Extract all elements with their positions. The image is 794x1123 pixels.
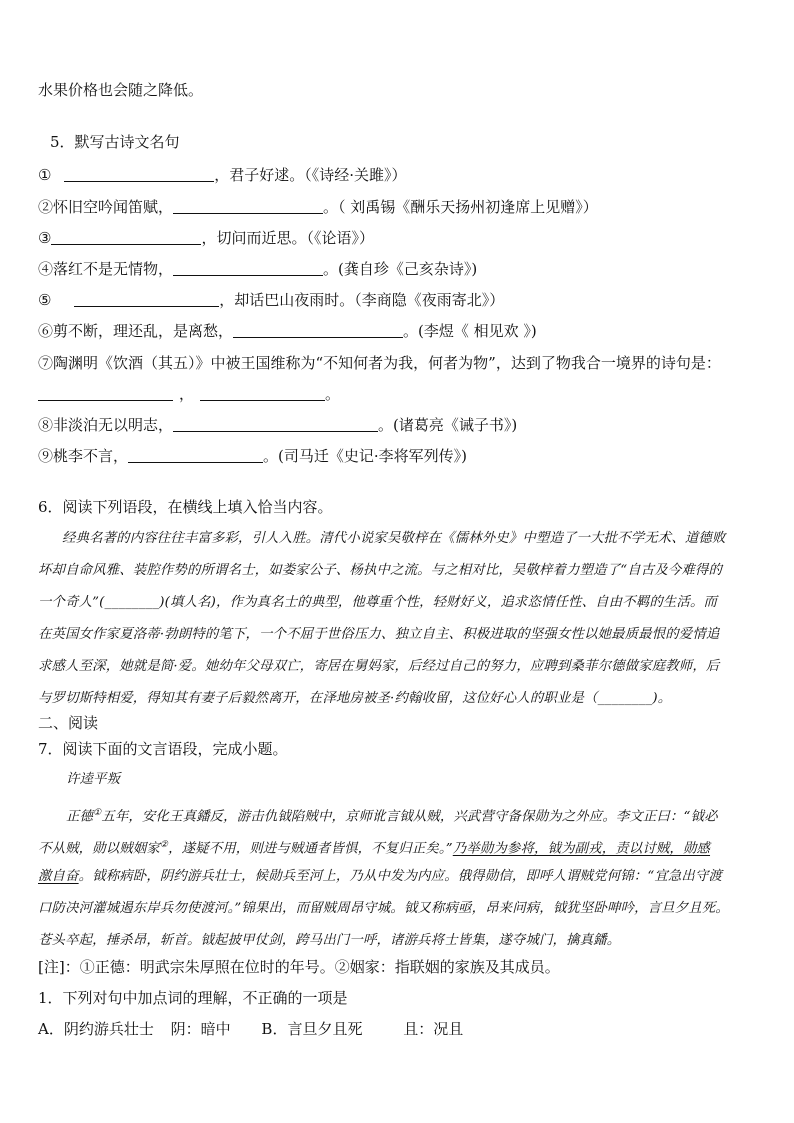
item-number: ① — [38, 166, 52, 184]
q7-sub-question-1: 1．下列对句中加点词的理解，不正确的一项是 — [38, 989, 348, 1007]
item-separator: ， — [179, 385, 195, 403]
passage-text: 五年，安化王真鐇反，游击仇钺陷贼中，京师讹言钺从贼，兴武营守备保勋为之外应。李文正曰：“钺必 — [101, 809, 718, 825]
q7-heading: 7．阅读下面的文言语段，完成小题。 — [38, 740, 288, 758]
q6-passage-line: 坏却自命风雅、装腔作势的所谓名士，如娄家公子、杨执中之流。与之相对比，吴敬梓着力塑造了“自古及今难得的 — [38, 563, 723, 578]
item-text: ，切问而近思。（《论语》） — [201, 229, 374, 247]
q5-item-5 — [38, 290, 504, 310]
intro-tail: 水果价格也会随之降低。 — [38, 81, 204, 99]
answer-blank[interactable] — [173, 199, 323, 214]
passage-text: ，遂疑不用，则进与贼通者皆惧，不复归正矣。” — [168, 841, 453, 857]
option-b-gloss: 且：况且 — [403, 1020, 464, 1038]
passage-text: 不从贼，勋以贼姻家 — [38, 841, 160, 857]
q7-passage-title: 许逵平叛 — [66, 772, 121, 787]
q7-passage-line — [38, 867, 722, 887]
q6-passage-line: 与罗切斯特相爱，得知其有妻子后毅然离开，在泽地房被圣·约翰收留，这位好心人的职业是（________)。 — [38, 691, 672, 706]
q5-item-6 — [38, 321, 537, 341]
option-a-gloss: 阴：暗中 — [170, 1020, 231, 1038]
answer-blank[interactable] — [233, 323, 403, 338]
q5-item-8 — [38, 415, 517, 435]
q5-item-4 — [38, 259, 477, 279]
answer-blank[interactable] — [51, 230, 201, 245]
q5-item-3 — [38, 228, 374, 248]
item-text: 。（ 刘禹锡《酬乐天扬州初逢席上见赠》） — [323, 198, 598, 216]
q5-item-9 — [38, 446, 467, 466]
item-text: ，君子好逑。（《诗经·关雎》） — [214, 166, 407, 184]
underlined-text: 乃举勋为参将，钺为副戎，责以讨贼，勋感 — [452, 841, 711, 857]
q5-item-2 — [38, 197, 598, 217]
answer-blank[interactable] — [128, 448, 263, 463]
q6-passage-line: 求感人至深，她就是简·爱。她幼年父母双亡，寄居在舅妈家，后经过自己的努力，应聘到桑菲尔德做家庭教师，后 — [38, 659, 720, 674]
answer-blank[interactable] — [173, 417, 378, 432]
q6-heading: 6．阅读下列语段，在横线上填入恰当内容。 — [38, 498, 333, 516]
note-mark: ② — [159, 840, 169, 850]
answer-blank[interactable] — [38, 386, 173, 401]
item-text: ⑥剪不断，理还乱，是离愁， — [38, 322, 234, 340]
q5-heading: 5．默写古诗文名句 — [50, 133, 180, 151]
answer-blank[interactable] — [173, 261, 323, 276]
note-mark: ① — [93, 808, 102, 818]
item-text: ，却话巴山夜雨时。（李商隐《夜雨寄北》） — [219, 291, 505, 309]
q5-item-7-blanks — [38, 384, 340, 404]
item-text: ④落红不是无情物， — [38, 260, 174, 278]
q7-passage-line: 苍头卒起，捶杀昂，斩首。钺起披甲仗剑，跨马出门一呼，诸游兵将士皆集，遂夺城门，擒真鐇。 — [38, 933, 621, 948]
q5-item-7: ⑦陶渊明《饮酒（其五）》中被王国维称为“不知何者为我，何者为物”，达到了物我合一境界的诗句是： — [38, 354, 721, 372]
passage-text: 。钺称病卧，阴约游兵壮士，候勋兵至河上，乃从中发为内应。俄得勋信，即呼人谓贼党何锦：“宜急出守渡 — [78, 869, 723, 884]
item-number: ⑤ — [38, 291, 52, 309]
item-text: 。(诸葛亮《诫子书》) — [378, 416, 518, 434]
q6-passage-line: 一个奇人”(________)(填人名)，作为真名士的典型，他尊重个性，轻财好义，追求恣情任性、自由不羁的生活。而 — [38, 595, 718, 610]
answer-blank[interactable] — [200, 386, 325, 401]
item-text: ⑧非淡泊无以明志， — [38, 416, 174, 434]
q7-passage-line — [66, 803, 718, 827]
q5-item-1 — [38, 165, 407, 185]
item-text: 。(李煜《 相见欢 》) — [403, 322, 537, 340]
item-number: ③ — [38, 229, 52, 247]
item-text: 。(龚自珍《己亥杂诗》) — [323, 260, 478, 278]
item-text: ⑨桃李不言， — [38, 447, 129, 465]
item-text: 。(司马迁《史记·李将军列传》) — [263, 447, 467, 465]
option-b[interactable]: B．言旦夕且死 — [261, 1020, 363, 1038]
q7-note: [注]：①正德：明武宗朱厚照在位时的年号。②姻家：指联姻的家族及其成员。 — [38, 958, 560, 976]
q7-passage-line — [38, 835, 710, 859]
passage-text: 正德 — [66, 809, 94, 825]
item-text: 。 — [325, 385, 341, 403]
q6-passage-line: 在英国女作家夏洛蒂·勃朗特的笔下，一个不屈于世俗压力、独立自主、积极进取的坚强女性以她最质最恨的爱情追 — [38, 627, 720, 642]
answer-blank[interactable] — [74, 292, 219, 307]
underlined-text: 激自奋 — [38, 869, 79, 884]
item-text: ②怀旧空吟闻笛赋， — [38, 198, 174, 216]
q7-passage-line: 口防决河灌城遏东岸兵勿使渡河。”锦果出，而留贼周昂守城。钺又称病亟，昂来问病，钺犹坚卧呻吟，言旦夕且死。 — [38, 901, 729, 916]
option-a[interactable]: A．阴约游兵壮士 — [38, 1020, 154, 1038]
section-heading: 二、阅读 — [38, 714, 99, 732]
q7-options-row — [38, 1019, 463, 1039]
answer-blank[interactable] — [64, 167, 214, 182]
q6-passage-line: 经典名著的内容往往丰富多彩，引人入胜。清代小说家吴敬梓在《儒林外史》中塑造了一大批不学无术、道德败 — [62, 531, 726, 546]
